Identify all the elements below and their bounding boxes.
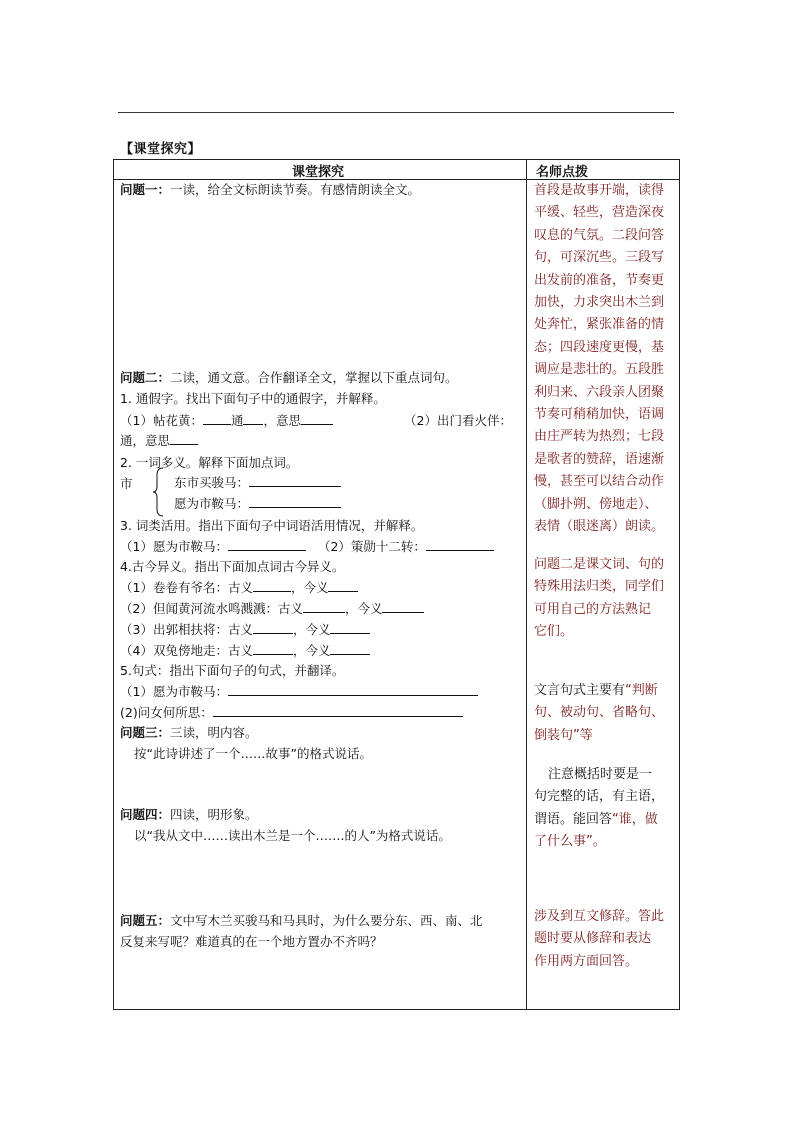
question-2-label: 问题二：	[120, 370, 171, 385]
item-5-1	[120, 684, 478, 700]
tip-summary	[534, 764, 676, 854]
question-5-continued: 反复来写呢？难道真的在一个地方置办不齐吗？	[120, 934, 383, 949]
question-1-text: 一读，给全文标朗读节奏。有感情朗读全文。	[170, 182, 421, 197]
tip-sentence-patterns	[534, 680, 676, 747]
item-5-2-text: (2)问女何所思：	[120, 705, 213, 720]
answer-blank[interactable]	[228, 539, 306, 551]
question-2-text: 二读，通文意。合作翻译全文，掌握以下重点词句。	[170, 370, 458, 385]
question-5-text: 文中写木兰买骏马和马具时，为什么要分东、西、南、北	[170, 913, 483, 928]
item-4-1	[120, 580, 358, 596]
answer-blank[interactable]	[213, 705, 463, 717]
tip-3-suffix: “判断 句、被动句、省略句、 倒装句”等	[534, 683, 665, 743]
jinyi-label: ，今义	[290, 580, 329, 595]
question-1	[120, 182, 420, 198]
item-4-3-text: （3）出郭相扶将：古义	[120, 622, 253, 637]
brace-icon	[152, 467, 164, 517]
answer-blank[interactable]	[382, 601, 424, 613]
tip-4-prefix: 注意概括时要是一 句完整的话，有主语， 谓语。能回答	[534, 767, 665, 827]
column-header-right: 名师点拨	[536, 165, 589, 180]
item-2-a	[174, 475, 341, 491]
tip-reading-rhythm: 首段是故事开端，读得 平缓、轻些，营造深夜 叹息的气氛。二段问答 句，可深沉些。三段写 出发前的准备，节奏更 加快，力求突出木兰到 处奔忙，紧张准备的情 态；四段速度更慢，基 调应是悲壮的。五段胜 利归来、六段亲人团聚 节奏可稍稍加快，语调 由庄严转为热烈；七段 是歌者的赞辞，语速渐 慢，甚至可以结合动作 （脚扑朔、傍地走）、 表情（眼迷离）朗读。	[534, 183, 665, 535]
jinyi-label: ，今义	[344, 601, 383, 616]
tip-3-prefix: 文言句式主要有	[534, 683, 626, 698]
item-2-word: 市	[120, 476, 133, 491]
question-4-text: 四读，明形象。	[170, 807, 258, 822]
question-3-label: 问题三：	[120, 725, 171, 740]
answer-blank[interactable]	[330, 622, 370, 634]
item-4-2-text: （2）但闻黄河流水鸣溅溅：古义	[120, 601, 303, 616]
answer-blank[interactable]	[243, 413, 263, 425]
item-3-answers	[120, 539, 494, 555]
item-1-a-mid: 通	[230, 413, 244, 428]
answer-blank[interactable]	[253, 643, 293, 655]
item-1-title: 1. 通假字。找出下面句子中的通假字，并解释。	[120, 391, 386, 406]
question-3	[120, 725, 258, 741]
item-1-b2-prefix: 通	[120, 433, 133, 448]
item-1-a	[120, 413, 333, 429]
question-5	[120, 913, 483, 929]
top-rule	[118, 112, 674, 113]
tip-rhetoric: 涉及到互文修辞。答此 题时要从修辞和表达 作用两方面回答。	[534, 909, 665, 969]
answer-blank[interactable]	[203, 413, 231, 425]
item-5-1-text: （1）愿为市鞍马：	[120, 684, 228, 699]
item-1-b2-suffix: ，意思	[132, 433, 171, 448]
tip-4-suffix: “谁，做 了什么事”。	[534, 811, 658, 850]
question-3-text: 三读，明内容。	[170, 725, 258, 740]
item-5-title: 5.句式：指出下面句子的句式，并翻译。	[120, 663, 345, 678]
question-3-prompt: 按“此诗讲述了一个……故事”的格式说话。	[134, 746, 372, 761]
item-3-a: （1）愿为市鞍马：	[120, 539, 228, 554]
answer-blank[interactable]	[170, 433, 198, 445]
item-4-1-text: （1）卷卷有爷名：古义	[120, 580, 253, 595]
item-4-4-text: （4）双兔傍地走：古义	[120, 643, 253, 658]
item-2-a-text: 东市买骏马：	[174, 475, 250, 490]
question-1-label: 问题一：	[120, 182, 171, 197]
item-1-b: （2）出门看火伴：	[404, 413, 512, 428]
answer-blank[interactable]	[228, 684, 478, 696]
answer-blank[interactable]	[328, 580, 358, 592]
answer-blank[interactable]	[330, 643, 370, 655]
item-2-b	[174, 496, 341, 512]
item-1-a-prefix: （1）帖花黄：	[120, 413, 203, 428]
item-4-3	[120, 622, 370, 638]
item-1-b-continued	[120, 433, 198, 449]
answer-blank[interactable]	[426, 539, 494, 551]
item-3-b: （2）策勋十二转：	[317, 539, 426, 554]
answer-blank[interactable]	[301, 413, 333, 425]
question-4	[120, 807, 258, 823]
jinyi-label: ，今义	[292, 622, 331, 637]
answer-blank[interactable]	[249, 475, 341, 487]
item-1-a-suffix: ，意思	[263, 413, 301, 428]
item-4-2	[120, 601, 424, 617]
answer-blank[interactable]	[303, 601, 345, 613]
question-2	[120, 370, 458, 386]
jinyi-label: ，今义	[292, 643, 331, 658]
answer-blank[interactable]	[253, 580, 291, 592]
item-2-b-text: 愿为市鞍马：	[174, 496, 250, 511]
item-2-title: 2. 一词多义。解释下面加点词。	[120, 455, 299, 470]
question-4-prompt: 以“我从文中……读出木兰是一个…….的人”为格式说话。	[134, 828, 451, 843]
tip-word-usage: 问题二是课文词、句的 特殊用法归类，同学们 可用自己的方法熟记 它们。	[534, 557, 665, 640]
question-5-label: 问题五：	[120, 913, 171, 928]
question-4-label: 问题四：	[120, 807, 171, 822]
table-column-divider	[526, 159, 527, 1010]
section-title: 【课堂探究】	[120, 142, 202, 157]
item-5-2	[120, 705, 463, 721]
item-4-title: 4.古今异义。指出下面加点词古今异义。	[120, 559, 345, 574]
item-3-title: 3. 词类活用。指出下面句子中词语活用情况，并解释。	[120, 518, 424, 533]
answer-blank[interactable]	[249, 496, 341, 508]
answer-blank[interactable]	[253, 622, 293, 634]
column-header-left: 课堂探究	[292, 165, 345, 180]
item-4-4	[120, 643, 370, 659]
